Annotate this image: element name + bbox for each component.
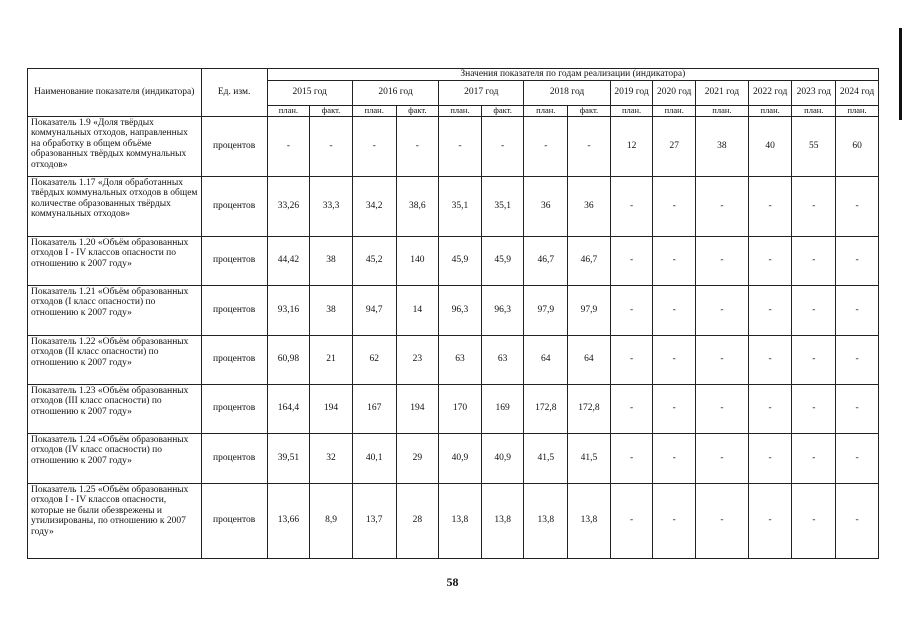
header-plan: план. (439, 105, 482, 116)
indicator-value: - (267, 116, 310, 176)
indicator-value: 64 (524, 335, 568, 384)
indicator-value: - (748, 384, 792, 433)
indicator-value: 35,1 (439, 176, 482, 236)
indicator-unit: процентов (201, 384, 267, 433)
header-year: 2023 год (792, 80, 836, 105)
indicator-value: 12 (610, 116, 653, 176)
indicator-name: Показатель 1.20 «Объём образованных отходов I - IV классов опасности по отношению к 2007 году» (28, 236, 202, 285)
indicator-name: Показатель 1.23 «Объём образованных отходов (III класс опасности) по отношению к 2007 году» (28, 384, 202, 433)
indicator-value: - (653, 236, 696, 285)
header-year: 2021 год (696, 80, 749, 105)
indicator-value: - (748, 433, 792, 483)
indicator-value: 13,8 (568, 483, 611, 558)
header-year: 2024 год (836, 80, 879, 105)
indicator-value: - (836, 384, 879, 433)
indicator-value: 169 (481, 384, 524, 433)
indicator-name: Показатель 1.24 «Объём образованных отходов (IV класс опасности) по отношению к 2007 году» (28, 433, 202, 483)
indicator-value: 194 (396, 384, 439, 433)
indicator-value: 164,4 (267, 384, 310, 433)
indicator-value: - (792, 236, 836, 285)
indicator-value: - (748, 285, 792, 335)
indicator-value: 62 (352, 335, 396, 384)
table-row (28, 483, 879, 558)
indicator-value: - (696, 236, 749, 285)
indicator-value: - (792, 285, 836, 335)
indicator-value: - (836, 483, 879, 558)
indicator-value: 140 (396, 236, 439, 285)
header-fact: факт. (310, 105, 353, 116)
indicator-value: - (610, 176, 653, 236)
header-year: 2016 год (352, 80, 438, 105)
indicator-value: 41,5 (568, 433, 611, 483)
indicator-value: 97,9 (524, 285, 568, 335)
indicator-value: - (653, 483, 696, 558)
indicator-value: 63 (481, 335, 524, 384)
indicator-value: - (352, 116, 396, 176)
indicator-value: 55 (792, 116, 836, 176)
header-year: 2019 год (610, 80, 653, 105)
indicator-unit: процентов (201, 335, 267, 384)
indicator-value: - (792, 176, 836, 236)
indicator-value: 170 (439, 384, 482, 433)
indicator-value: - (696, 285, 749, 335)
indicator-value: - (610, 433, 653, 483)
indicator-value: - (653, 285, 696, 335)
indicator-value: - (748, 236, 792, 285)
indicator-value: - (792, 483, 836, 558)
indicator-unit: процентов (201, 176, 267, 236)
indicator-value: 172,8 (524, 384, 568, 433)
indicator-value: 60 (836, 116, 879, 176)
indicator-value: 167 (352, 384, 396, 433)
indicator-value: - (310, 116, 353, 176)
indicator-name: Показатель 1.17 «Доля обработанных твёрдых коммунальных отходов в общем количестве образованных твёрдых коммунальных отходов» (28, 176, 202, 236)
indicator-value: 33,26 (267, 176, 310, 236)
table-row (28, 236, 879, 285)
indicator-value: - (396, 116, 439, 176)
indicator-value: 40,1 (352, 433, 396, 483)
header-plan: план. (267, 105, 310, 116)
header-year: 2015 год (267, 80, 352, 105)
indicator-value: - (792, 433, 836, 483)
indicator-value: 27 (653, 116, 696, 176)
indicator-value: - (653, 433, 696, 483)
indicator-table (27, 68, 879, 559)
indicator-value: - (610, 285, 653, 335)
indicator-value: - (696, 176, 749, 236)
indicator-value: - (610, 236, 653, 285)
indicator-unit: процентов (201, 116, 267, 176)
indicator-value: 35,1 (481, 176, 524, 236)
indicator-value: 8,9 (310, 483, 353, 558)
indicator-name: Показатель 1.21 «Объём образованных отходов (I класс опасности) по отношению к 2007 году» (28, 285, 202, 335)
table-row (28, 384, 879, 433)
header-fact: факт. (568, 105, 611, 116)
indicator-value: - (696, 483, 749, 558)
header-plan: план. (836, 105, 879, 116)
page-number: 58 (446, 575, 459, 589)
indicator-value: 29 (396, 433, 439, 483)
indicator-value: - (748, 176, 792, 236)
indicator-value: 40,9 (481, 433, 524, 483)
indicator-value: - (836, 236, 879, 285)
indicator-value: - (610, 384, 653, 433)
indicator-value: 194 (310, 384, 353, 433)
indicator-value: - (610, 483, 653, 558)
header-year: 2018 год (524, 80, 610, 105)
indicator-value: - (610, 335, 653, 384)
indicator-value: - (792, 384, 836, 433)
indicator-unit: процентов (201, 483, 267, 558)
indicator-value: 40 (748, 116, 792, 176)
indicator-value: 33,3 (310, 176, 353, 236)
indicator-value: - (524, 116, 568, 176)
indicator-value: 40,9 (439, 433, 482, 483)
indicator-value: 41,5 (524, 433, 568, 483)
indicator-value: - (836, 335, 879, 384)
indicator-value: 13,8 (481, 483, 524, 558)
indicator-value: - (568, 116, 611, 176)
indicator-value: 46,7 (524, 236, 568, 285)
header-plan: план. (696, 105, 749, 116)
indicator-value: - (696, 433, 749, 483)
indicator-value: - (481, 116, 524, 176)
indicator-value: 34,2 (352, 176, 396, 236)
indicator-value: 23 (396, 335, 439, 384)
header-plan: план. (610, 105, 653, 116)
indicator-name: Показатель 1.9 «Доля твёрдых коммунальных отходов, направленных на обработку в общем объёме образованных твёрдых коммунальных отходов» (28, 116, 202, 176)
indicator-value: 64 (568, 335, 611, 384)
indicator-unit: процентов (201, 433, 267, 483)
indicator-value: - (696, 335, 749, 384)
indicator-value: 96,3 (439, 285, 482, 335)
indicator-value: 28 (396, 483, 439, 558)
indicator-value: 38 (310, 236, 353, 285)
indicator-name: Показатель 1.22 «Объём образованных отходов (II класс опасности) по отношению к 2007 году» (28, 335, 202, 384)
header-plan: план. (748, 105, 792, 116)
indicator-value: - (792, 335, 836, 384)
header-year: 2017 год (439, 80, 524, 105)
indicator-value: 13,7 (352, 483, 396, 558)
margin-rule (899, 28, 902, 120)
indicator-value: 46,7 (568, 236, 611, 285)
indicator-value: 38 (310, 285, 353, 335)
indicator-value: 44,42 (267, 236, 310, 285)
table-row (28, 335, 879, 384)
indicator-value: - (653, 384, 696, 433)
indicator-value: - (836, 433, 879, 483)
indicator-value: 36 (524, 176, 568, 236)
header-plan: план. (653, 105, 696, 116)
table-row (28, 176, 879, 236)
indicator-unit: процентов (201, 285, 267, 335)
header-name: Наименование показателя (индикатора) (28, 69, 202, 117)
indicator-value: 45,9 (439, 236, 482, 285)
header-plan: план. (792, 105, 836, 116)
indicator-value: 94,7 (352, 285, 396, 335)
header-unit: Ед. изм. (201, 69, 267, 117)
indicator-value: 63 (439, 335, 482, 384)
indicator-value: - (653, 176, 696, 236)
indicator-value: 172,8 (568, 384, 611, 433)
indicator-value: 13,66 (267, 483, 310, 558)
header-values-group: Значения показателя по годам реализации (индикатора) (267, 69, 878, 81)
indicator-value: 13,8 (524, 483, 568, 558)
table-row (28, 285, 879, 335)
indicator-value: - (748, 335, 792, 384)
header-year: 2022 год (748, 80, 792, 105)
indicator-unit: процентов (201, 236, 267, 285)
table-row (28, 433, 879, 483)
header-plan: план. (524, 105, 568, 116)
header-plan: план. (352, 105, 396, 116)
indicator-value: 45,9 (481, 236, 524, 285)
indicator-value: - (439, 116, 482, 176)
indicator-name: Показатель 1.25 «Объём образованных отходов I - IV классов опасности, которые не были обезврежены и утилизированы, по отношению к 2007 году» (28, 483, 202, 558)
indicator-value: 45,2 (352, 236, 396, 285)
indicator-value: - (696, 384, 749, 433)
indicator-value: 38,6 (396, 176, 439, 236)
indicator-value: 14 (396, 285, 439, 335)
table-row (28, 116, 879, 176)
indicator-value: 60,98 (267, 335, 310, 384)
indicator-value: - (653, 335, 696, 384)
indicator-value: 93,16 (267, 285, 310, 335)
header-year: 2020 год (653, 80, 696, 105)
header-fact: факт. (481, 105, 524, 116)
indicator-value: - (836, 285, 879, 335)
indicator-value: 39,51 (267, 433, 310, 483)
indicator-value: 96,3 (481, 285, 524, 335)
indicator-value: 13,8 (439, 483, 482, 558)
indicator-value: 97,9 (568, 285, 611, 335)
header-fact: факт. (396, 105, 439, 116)
indicator-value: - (748, 483, 792, 558)
indicator-value: 21 (310, 335, 353, 384)
indicator-value: 32 (310, 433, 353, 483)
indicator-value: 36 (568, 176, 611, 236)
indicator-value: 38 (696, 116, 749, 176)
indicator-value: - (836, 176, 879, 236)
